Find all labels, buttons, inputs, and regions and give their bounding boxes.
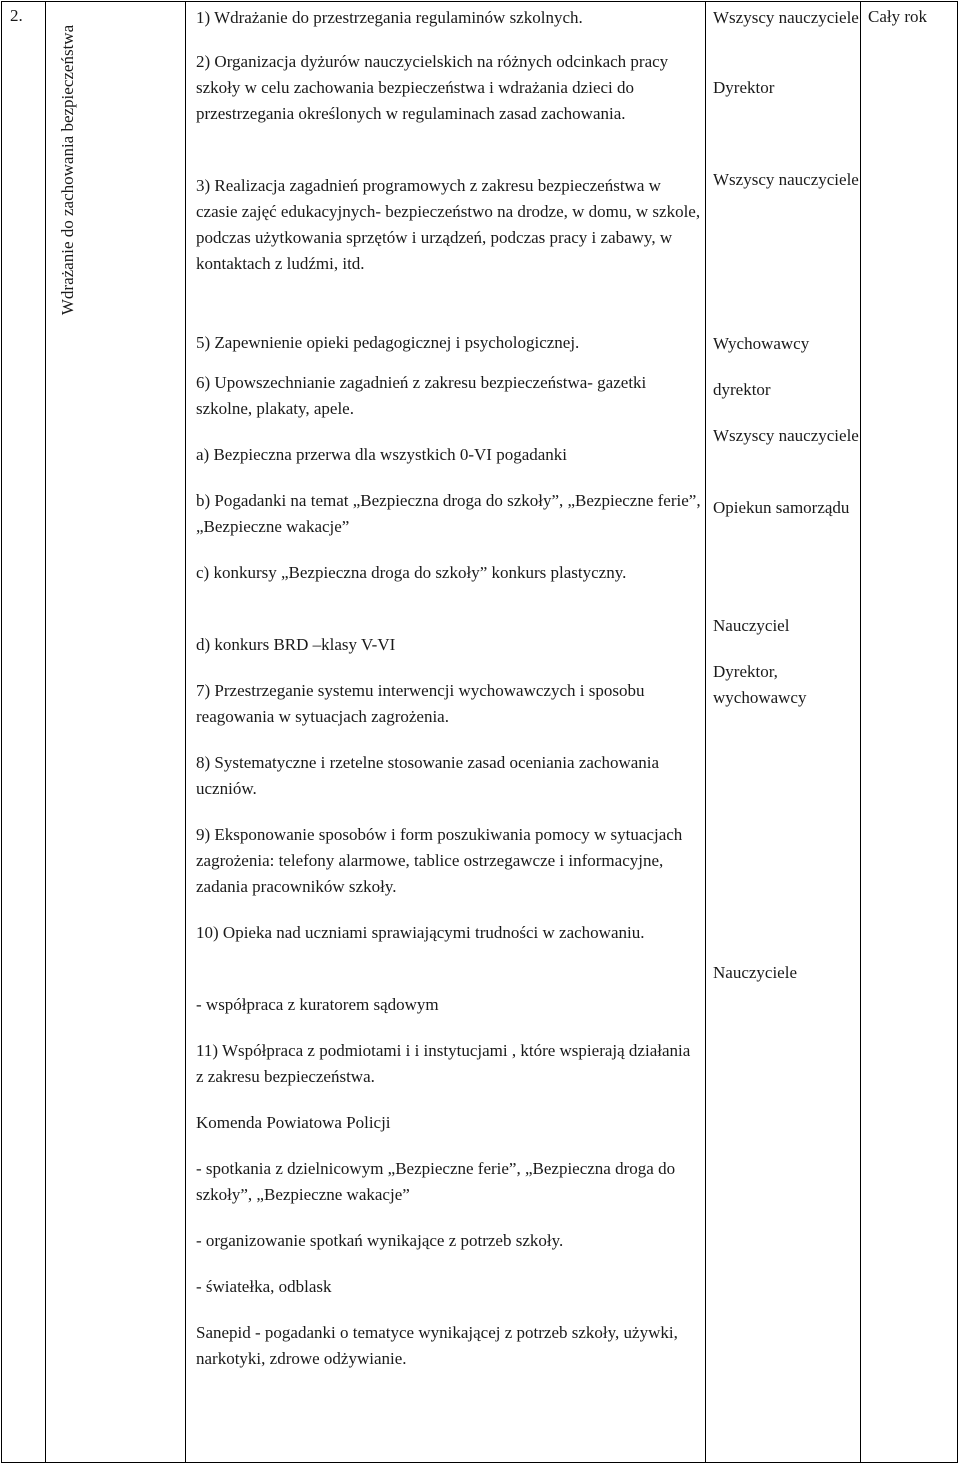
task-item: Sanepid - pogadanki o tematyce wynikającej z potrzeb szkoły, używki, narkotyki, zdrowe odżywianie. xyxy=(196,1323,678,1368)
task-item: a) Bezpieczna przerwa dla wszystkich 0-VI pogadanki xyxy=(196,445,568,464)
responsible-item: Wszyscy nauczyciele xyxy=(713,8,859,27)
task-item: - współpraca z kuratorem sądowym xyxy=(196,995,439,1014)
task-item: 8) Systematyczne i rzetelne stosowanie zasad oceniania zachowania uczniów. xyxy=(196,753,660,798)
responsible-item: Opiekun samorządu xyxy=(713,498,850,517)
task-item: 5) Zapewnienie opieki pedagogicznej i psychologicznej. xyxy=(196,333,580,352)
task-item: 3) Realizacja zagadnień programowych z zakresu bezpieczeństwa w czasie zajęć edukacyjnych- bezpieczeństwo na drodze, w domu, w szkole, podczas użytkowania sprzętów i urządzeń, podczas pracy i zabawy, w kontaktach z ludźmi, itd. xyxy=(196,176,701,273)
responsible-item: Dyrektor xyxy=(713,78,775,97)
column-divider xyxy=(185,1,186,1463)
area-title: Wdrażanie do zachowania bezpieczeństwa xyxy=(58,24,77,316)
responsible-item: Dyrektor, wychowawcy xyxy=(713,662,807,707)
responsible-item: Nauczyciel xyxy=(713,616,790,635)
task-item: 1) Wdrażanie do przestrzegania regulaminów szkolnych. xyxy=(196,8,583,27)
task-item: 10) Opieka nad uczniami sprawiającymi trudności w zachowaniu. xyxy=(196,923,645,942)
responsible-item: Wszyscy nauczyciele xyxy=(713,426,859,445)
responsible-item: dyrektor xyxy=(713,380,771,399)
column-divider xyxy=(705,1,706,1463)
column-divider xyxy=(45,1,46,1463)
row-number: 2. xyxy=(10,6,23,25)
responsible-item: Nauczyciele xyxy=(713,963,797,982)
task-item: b) Pogadanki na temat „Bezpieczna droga do szkoły”, „Bezpieczne ferie”, „Bezpieczne wakacje” xyxy=(196,491,701,536)
task-item: - spotkania z dzielnicowym „Bezpieczne ferie”, „Bezpieczna droga do szkoły”, „Bezpieczne wakacje” xyxy=(196,1159,676,1204)
task-item: d) konkurs BRD –klasy V-VI xyxy=(196,635,396,654)
column-divider xyxy=(860,1,861,1463)
task-item: c) konkursy „Bezpieczna droga do szkoły” konkurs plastyczny. xyxy=(196,563,627,582)
responsible-item: Wszyscy nauczyciele xyxy=(713,170,859,189)
task-item: 6) Upowszechnianie zagadnień z zakresu bezpieczeństwa- gazetki szkolne, plakaty, apele. xyxy=(196,373,647,418)
task-item: 2) Organizacja dyżurów nauczycielskich na różnych odcinkach pracy szkoły w celu zachowania bezpieczeństwa i wdrażania dzieci do przestrzegania określonych w regulaminach zasad zachowania. xyxy=(196,52,669,123)
task-item: - organizowanie spotkań wynikające z potrzeb szkoły. xyxy=(196,1231,564,1250)
task-item: Komenda Powiatowa Policji xyxy=(196,1113,391,1132)
time-frame: Cały rok xyxy=(868,7,928,26)
task-item: 7) Przestrzeganie systemu interwencji wychowawczych i sposobu reagowania w sytuacjach zagrożenia. xyxy=(196,681,645,726)
task-item: 11) Współpraca z podmiotami i i instytucjami , które wspierają działania z zakresu bezpieczeństwa. xyxy=(196,1041,691,1086)
task-item: - światełka, odblask xyxy=(196,1277,332,1296)
task-item: 9) Eksponowanie sposobów i form poszukiwania pomocy w sytuacjach zagrożenia: telefony alarmowe, tablice ostrzegawcze i informacyjne, zadania pracowników szkoły. xyxy=(196,825,683,896)
responsible-item: Wychowawcy xyxy=(713,334,810,353)
